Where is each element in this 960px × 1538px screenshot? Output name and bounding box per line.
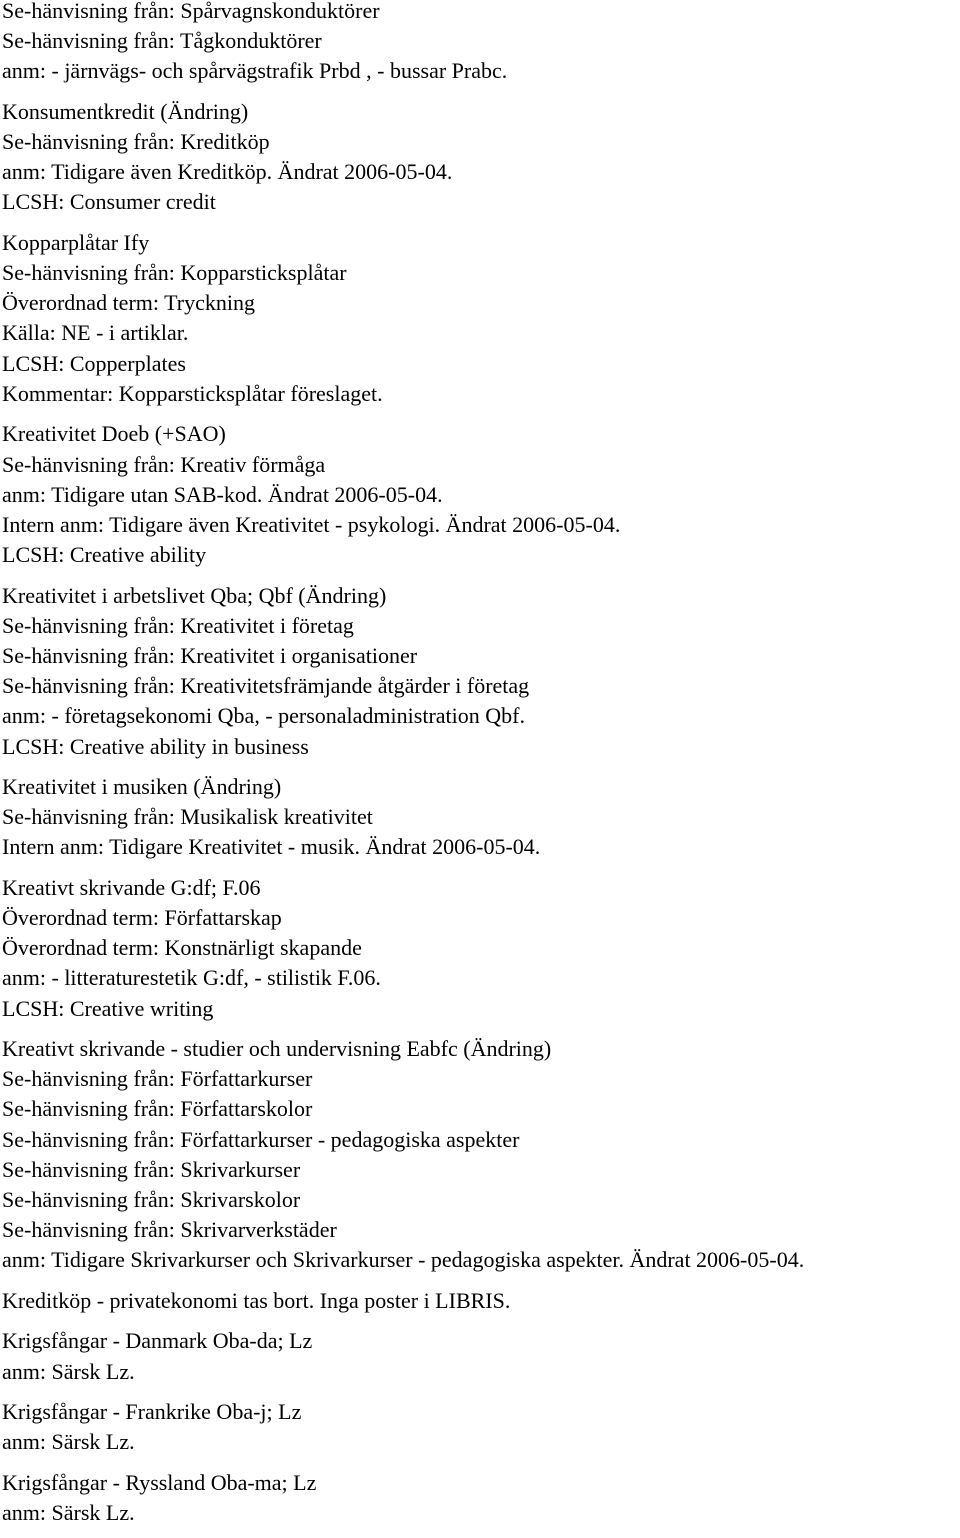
entry-detail-line: Kommentar: Kopparsticksplåtar föreslaget. xyxy=(2,380,383,406)
entry-detail-line: LCSH: Creative writing xyxy=(2,995,214,1021)
entry-heading-line: Krigsfångar - Frankrike Oba-j; Lz xyxy=(2,1399,302,1425)
entry-detail-line: Se-hänvisning från: Kreativ förmåga xyxy=(2,451,326,477)
entry-heading-line: Kopparplåtar Ify xyxy=(2,229,150,255)
entry-detail-line: Intern anm: Tidigare även Kreativitet - psykologi. Ändrat 2006-05-04. xyxy=(2,511,621,537)
entry-heading-line: Krigsfångar - Danmark Oba-da; Lz xyxy=(2,1328,313,1354)
entry-detail-line: Se-hänvisning från: Musikalisk kreativitet xyxy=(2,804,373,830)
entry-detail-line: anm: Tidigare utan SAB-kod. Ändrat 2006-05-04. xyxy=(2,481,443,507)
entry-detail-line: anm: - företagsekonomi Qba, - personaladministration Qbf. xyxy=(2,703,525,729)
entry-detail-line: LCSH: Consumer credit xyxy=(2,189,216,215)
entry-detail-line: anm: Tidigare även Kreditköp. Ändrat 2006-05-04. xyxy=(2,159,453,185)
subject-entry xyxy=(2,873,960,1024)
subject-entry xyxy=(2,772,960,863)
entry-detail-line: anm: Tidigare Skrivarkurser och Skrivarkurser - pedagogiska aspekter. Ändrat 2006-05-04. xyxy=(2,1247,805,1273)
entry-heading-line: Kreativt skrivande G:df; F.06 xyxy=(2,874,261,900)
entry-detail-line: anm: - litteraturestetik G:df, - stilistik F.06. xyxy=(2,965,381,991)
entry-heading-line: Konsumentkredit (Ändring) xyxy=(2,98,249,124)
entry-detail-line: anm: - järnvägs- och spårvägstrafik Prbd , - bussar Prabc. xyxy=(2,58,508,84)
entry-detail-line: anm: Särsk Lz. xyxy=(2,1429,135,1455)
subject-entry xyxy=(2,1397,960,1457)
subject-entry xyxy=(2,1326,960,1386)
entry-detail-line: Överordnad term: Författarskap xyxy=(2,905,282,931)
entry-detail-line: Se-hänvisning från: Författarkurser - pedagogiska aspekter xyxy=(2,1126,520,1152)
entry-detail-line: Överordnad term: Tryckning xyxy=(2,290,255,316)
subject-entry xyxy=(2,0,960,87)
entry-detail-line: Överordnad term: Konstnärligt skapande xyxy=(2,935,362,961)
entry-heading-line: Se-hänvisning från: Spårvagnskonduktörer xyxy=(2,0,380,23)
entry-detail-line: LCSH: Copperplates xyxy=(2,350,186,376)
subject-entry xyxy=(2,1468,960,1528)
entry-detail-line: anm: Särsk Lz. xyxy=(2,1358,135,1384)
subject-entry xyxy=(2,97,960,218)
subject-entry xyxy=(2,581,960,762)
entry-detail-line: Se-hänvisning från: Skrivarverkstäder xyxy=(2,1217,337,1243)
entry-detail-line: Källa: NE - i artiklar. xyxy=(2,320,189,346)
entry-detail-line: Se-hänvisning från: Kreditköp xyxy=(2,129,270,155)
document-page xyxy=(2,0,960,1538)
entry-detail-line: Se-hänvisning från: Kreativitet i företag xyxy=(2,612,354,638)
entry-heading-line: Kreditköp - privatekonomi tas bort. Inga poster i LIBRIS. xyxy=(2,1287,511,1313)
entry-detail-line: LCSH: Creative ability xyxy=(2,542,207,568)
entry-detail-line: Se-hänvisning från: Författarkurser xyxy=(2,1066,313,1092)
entry-detail-line: Intern anm: Tidigare Kreativitet - musik. Ändrat 2006-05-04. xyxy=(2,834,541,860)
entry-detail-line: Se-hänvisning från: Skrivarskolor xyxy=(2,1187,301,1213)
entry-detail-line: Se-hänvisning från: Skrivarkurser xyxy=(2,1156,301,1182)
entry-detail-line: Se-hänvisning från: Tågkonduktörer xyxy=(2,28,322,54)
entry-heading-line: Kreativitet Doeb (+SAO) xyxy=(2,421,226,447)
entry-heading-line: Krigsfångar - Ryssland Oba-ma; Lz xyxy=(2,1469,317,1495)
entry-heading-line: Kreativitet i musiken (Ändring) xyxy=(2,773,282,799)
entry-detail-line: Se-hänvisning från: Kreativitetsfrämjande åtgärder i företag xyxy=(2,673,530,699)
entry-detail-line: Se-hänvisning från: Författarskolor xyxy=(2,1096,313,1122)
entry-heading-line: Kreativitet i arbetslivet Qba; Qbf (Ändring) xyxy=(2,582,387,608)
subject-entry xyxy=(2,419,960,570)
entry-detail-line: Se-hänvisning från: Kreativitet i organisationer xyxy=(2,642,418,668)
entry-detail-line: anm: Särsk Lz. xyxy=(2,1499,135,1525)
entry-detail-line: Se-hänvisning från: Kopparsticksplåtar xyxy=(2,260,347,286)
entry-detail-line: LCSH: Creative ability in business xyxy=(2,733,309,759)
subject-entry xyxy=(2,1286,960,1316)
subject-entry xyxy=(2,1034,960,1276)
entry-heading-line: Kreativt skrivande - studier och undervisning Eabfc (Ändring) xyxy=(2,1036,552,1062)
subject-entry xyxy=(2,228,960,409)
